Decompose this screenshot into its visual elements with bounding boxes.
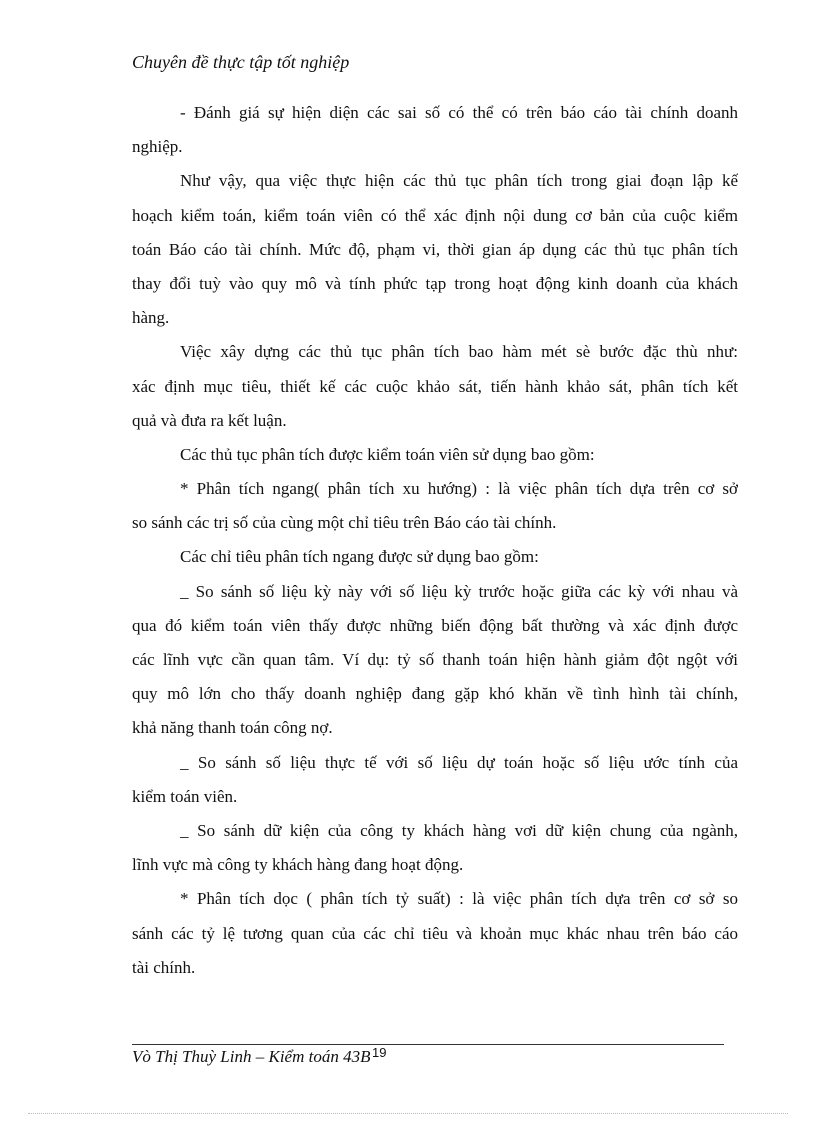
text-line: sánh các tỷ lệ tương quan của các chỉ tiêu và khoản mục khác nhau trên báo cáo [132, 923, 738, 943]
text-line: khả năng thanh toán công nợ. [132, 718, 333, 738]
text-line: kiểm toán viên. [132, 786, 238, 806]
text-line: * Phân tích ngang( phân tích xu hướng) : là việc phân tích dựa trên cơ sở [180, 479, 738, 499]
text-line: tài chính. [132, 957, 196, 977]
footer-divider [132, 1044, 724, 1045]
text-line: _ So sánh số liệu thực tế với số liệu dự toán hoặc số liệu ước tính của [180, 752, 738, 772]
text-line: Các chỉ tiêu phân tích ngang được sử dụng bao gồm: [180, 547, 539, 567]
text-line: Các thủ tục phân tích được kiểm toán viên sử dụng bao gồm: [180, 444, 595, 464]
text-line: toán Báo cáo tài chính. Mức độ, phạm vi, thời gian áp dụng các thủ tục phân tích [132, 239, 738, 259]
page-number: 19 [372, 1045, 387, 1060]
text-line: - Đánh giá sự hiện diện các sai số có thể có trên báo cáo tài chính doanh [180, 103, 738, 122]
text-line: lĩnh vực mà công ty khách hàng đang hoạt động. [132, 855, 464, 875]
text-line: hoạch kiểm toán, kiểm toán viên có thể xác định nội dung cơ bản của cuộc kiểm [132, 205, 738, 225]
footer-author: Vò Thị Thuỳ Linh – Kiểm toán 43B [132, 1047, 371, 1066]
text-line: quy mô lớn cho thấy doanh nghiệp đang gặp khó khăn về tình hình tài chính, [132, 684, 738, 704]
text-line: xác định mục tiêu, thiết kế các cuộc khảo sát, tiến hành khảo sát, phân tích kết [132, 376, 738, 396]
running-header: Chuyên đề thực tập tốt nghiệp [132, 52, 350, 72]
text-line: Như vậy, qua việc thực hiện các thủ tục phân tích trong giai đoạn lập kế [180, 171, 738, 191]
document-body [132, 96, 738, 985]
text-line: hàng. [132, 308, 170, 328]
text-line: nghiệp. [132, 137, 183, 157]
text-line: quả và đưa ra kết luận. [132, 410, 287, 430]
text-line: thay đổi tuỳ vào quy mô và tính phức tạp trong hoạt động kinh doanh của khách [132, 273, 738, 293]
text-line: so sánh các trị số của cùng một chỉ tiêu trên Báo cáo tài chính. [132, 513, 557, 533]
text-line: các lĩnh vực cần quan tâm. Ví dụ: tỷ số thanh toán hiện hành giảm đột ngột với [132, 650, 738, 669]
page-boundary [28, 1113, 788, 1114]
text-line: _ So sánh số liệu kỳ này với số liệu kỳ trước hoặc giữa các kỳ với nhau và [180, 581, 738, 601]
text-line: Việc xây dựng các thủ tục phân tích bao hàm mét sè bước đặc thù như: [180, 342, 738, 362]
text-line: * Phân tích dọc ( phân tích tỷ suất) : là việc phân tích dựa trên cơ sở so [180, 889, 738, 909]
text-line: qua đó kiểm toán viên thấy được những biến động bất thường và xác định được [132, 615, 738, 635]
text-line: _ So sánh dữ kiện của công ty khách hàng vơi dữ kiện chung của ngành, [180, 820, 738, 840]
